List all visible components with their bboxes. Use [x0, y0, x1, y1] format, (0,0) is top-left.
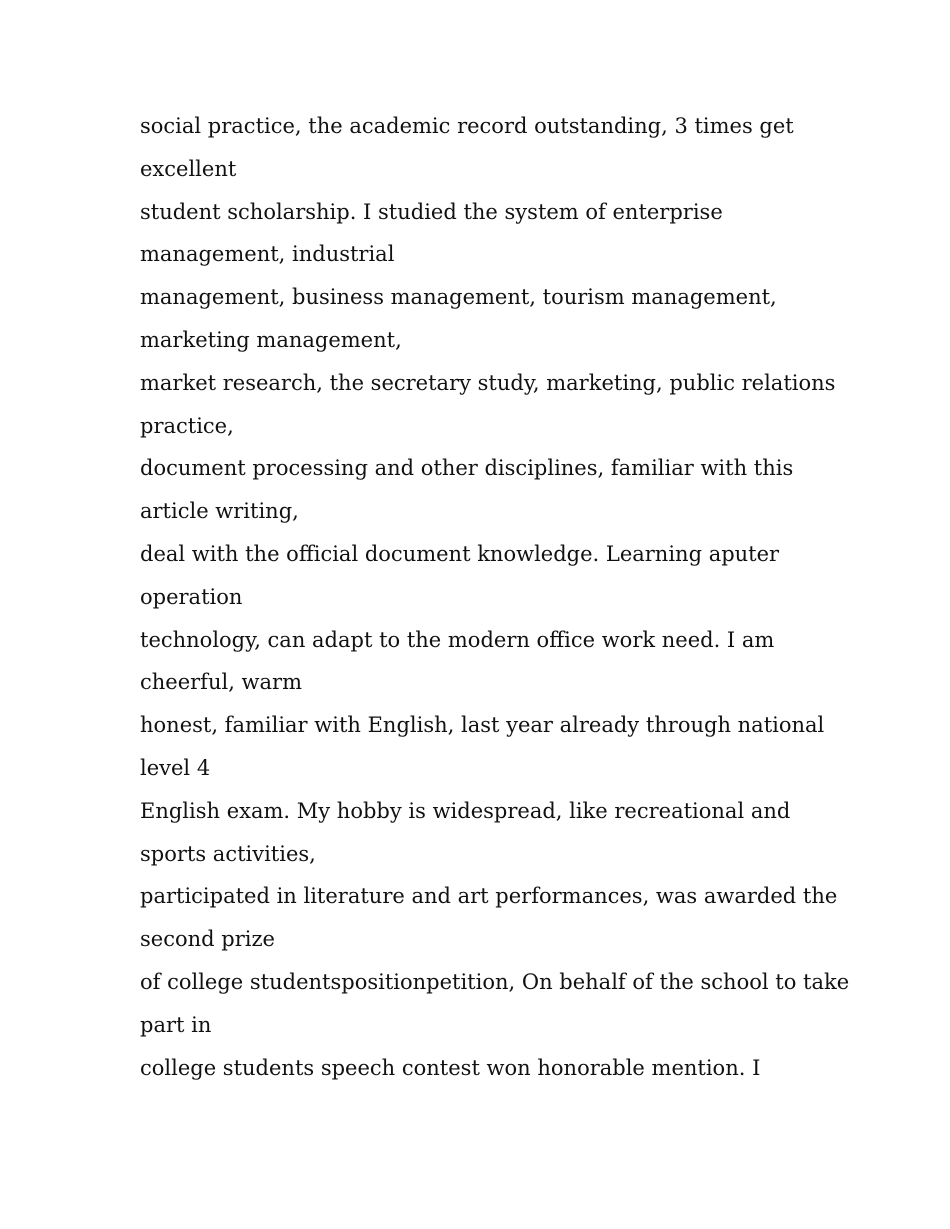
- text-line: honest, familiar with English, last year already through national: [140, 713, 825, 738]
- text-line: marketing management,: [140, 327, 402, 352]
- text-line: social practice, the academic record outstanding, 3 times get: [140, 114, 794, 138]
- text-line: sports activities,: [140, 841, 316, 866]
- text-line: practice,: [140, 413, 234, 438]
- text-line: participated in literature and art performances, was awarded the: [140, 884, 838, 909]
- body-text: [140, 105, 850, 1089]
- text-line: cheerful, warm: [140, 670, 302, 695]
- text-line: document processing and other disciplines, familiar with this: [140, 456, 794, 481]
- text-line: market research, the secretary study, marketing, public relations: [140, 370, 836, 395]
- text-line: excellent: [140, 156, 237, 181]
- text-line: part in: [140, 1012, 212, 1037]
- text-line: management, industrial: [140, 242, 395, 267]
- text-line: English exam. My hobby is widespread, like recreational and: [140, 798, 791, 823]
- text-line: student scholarship. I studied the system of enterprise: [140, 199, 723, 224]
- text-line: level 4: [140, 755, 211, 780]
- text-line: deal with the official document knowledge. Learning aputer: [140, 541, 780, 566]
- text-line: of college studentspositionpetition, On behalf of the school to take: [140, 969, 850, 994]
- text-line: technology, can adapt to the modern office work need. I am: [140, 627, 775, 652]
- text-line: college students speech contest won honorable mention. I: [140, 1055, 761, 1080]
- text-line: operation: [140, 584, 243, 609]
- text-line: article writing,: [140, 499, 299, 524]
- text-line: second prize: [140, 927, 275, 952]
- text-line: management, business management, tourism management,: [140, 285, 777, 310]
